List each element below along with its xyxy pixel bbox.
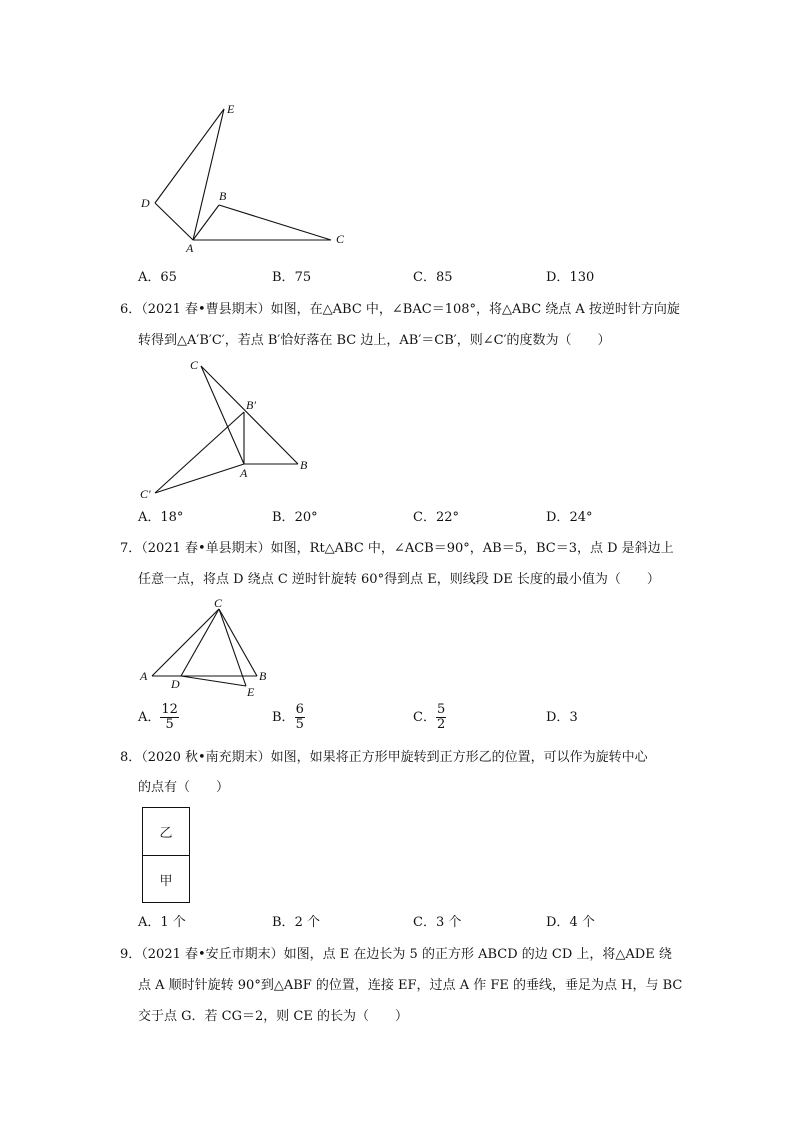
q7-segment-CB — [219, 609, 257, 676]
q8-option-a[interactable]: A．1 个 — [138, 915, 186, 930]
q6-stem-line1: 6．（2021 春•曹县期末）如图，在△ABC 中，∠BAC＝108°，将△ABC 绕点 A 按逆时针方向旋 — [120, 302, 680, 317]
q5-option-b[interactable]: B．75 — [272, 270, 312, 285]
q7-option-d[interactable]: D．3 — [546, 710, 578, 725]
q6-label-B: B — [300, 458, 308, 472]
q7-option-a[interactable]: A． $\frac{12}{5}$ — [138, 702, 178, 732]
q6-option-d[interactable]: D．24° — [546, 510, 593, 525]
q8-square-jia-label: 甲 — [159, 873, 173, 889]
q6-stem-line2: 转得到△A′B′C′，若点 B′恰好落在 BC 边上，AB′＝CB′，则∠C′的度数为（ ） — [138, 333, 611, 348]
q6-option-b[interactable]: B．20° — [272, 510, 318, 525]
q7-segment-AC — [152, 609, 219, 676]
q7-stem-line2: 任意一点，将点 D 绕点 C 逆时针旋转 60°得到点 E，则线段 DE 长度的最小值为（ ） — [138, 572, 660, 587]
q6-label-C: C — [190, 358, 199, 372]
q6-label-B-prime: B′ — [246, 398, 256, 412]
q7-segment-CE — [219, 609, 246, 686]
q6-label-C-prime: C′ — [140, 487, 151, 501]
q8-square-yi — [142, 807, 190, 856]
q5-option-c[interactable]: C．85 — [413, 270, 453, 285]
q7-option-b[interactable]: B． $\frac{6}{5}$ — [272, 702, 304, 732]
q8-square-yi-label: 乙 — [159, 826, 173, 841]
q5-label-E: E — [227, 102, 235, 116]
q8-option-b[interactable]: B．2 个 — [272, 915, 320, 930]
q7-option-c[interactable]: C． $\frac{5}{2}$ — [413, 702, 446, 732]
q7-option-b-fraction: $\frac{6}{5}$ — [295, 702, 304, 732]
q5-option-a[interactable]: A．65 — [138, 270, 177, 285]
q7-segment-DE — [181, 676, 246, 686]
q7-label-A: A — [140, 669, 148, 683]
q5-label-C: C — [336, 232, 345, 246]
q6-option-c[interactable]: C．22° — [413, 510, 459, 525]
q7-label-D: D — [171, 677, 180, 691]
q8-option-d[interactable]: D．4 个 — [546, 915, 595, 930]
q5-label-B: B — [219, 189, 227, 203]
q8-square-jia — [142, 855, 190, 903]
q7-segment-CD — [181, 609, 219, 676]
q7-option-a-fraction: $\frac{12}{5}$ — [161, 702, 178, 732]
q6-option-a[interactable]: A．18° — [138, 510, 184, 525]
q8-stem-line1: 8．（2020 秋•南充期末）如图，如果将正方形甲旋转到正方形乙的位置，可以作为旋转中心 — [120, 750, 648, 765]
q7-label-B: B — [259, 669, 267, 683]
q7-stem-line1: 7．（2021 春•单县期末）如图，Rt△ABC 中，∠ACB＝90°，AB＝5，BC＝3，点 D 是斜边上 — [120, 541, 674, 556]
q6-label-A: A — [240, 466, 248, 480]
q5-option-d[interactable]: D．130 — [546, 270, 595, 285]
q8-stem-line2: 的点有（ ） — [138, 780, 230, 795]
q7-option-c-fraction: $\frac{5}{2}$ — [436, 702, 446, 732]
q5-label-D: D — [141, 196, 150, 210]
q7-label-E: E — [247, 685, 255, 699]
q9-stem-line1: 9．（2021 春•安丘市期末）如图，点 E 在边长为 5 的正方形 ABCD 的边 CD 上，将△ADE 绕 — [120, 947, 672, 962]
q9-stem-line3: 交于点 G．若 CG＝2，则 CE 的长为（ ） — [138, 1009, 408, 1024]
q9-stem-line2: 点 A 顺时针旋转 90°到△ABF 的位置，连接 EF，过点 A 作 FE 的垂线，垂足为点 H，与 BC — [138, 978, 683, 993]
q7-label-C: C — [214, 596, 223, 610]
q5-label-A: A — [186, 241, 194, 255]
q8-option-c[interactable]: C．3 个 — [413, 915, 462, 930]
